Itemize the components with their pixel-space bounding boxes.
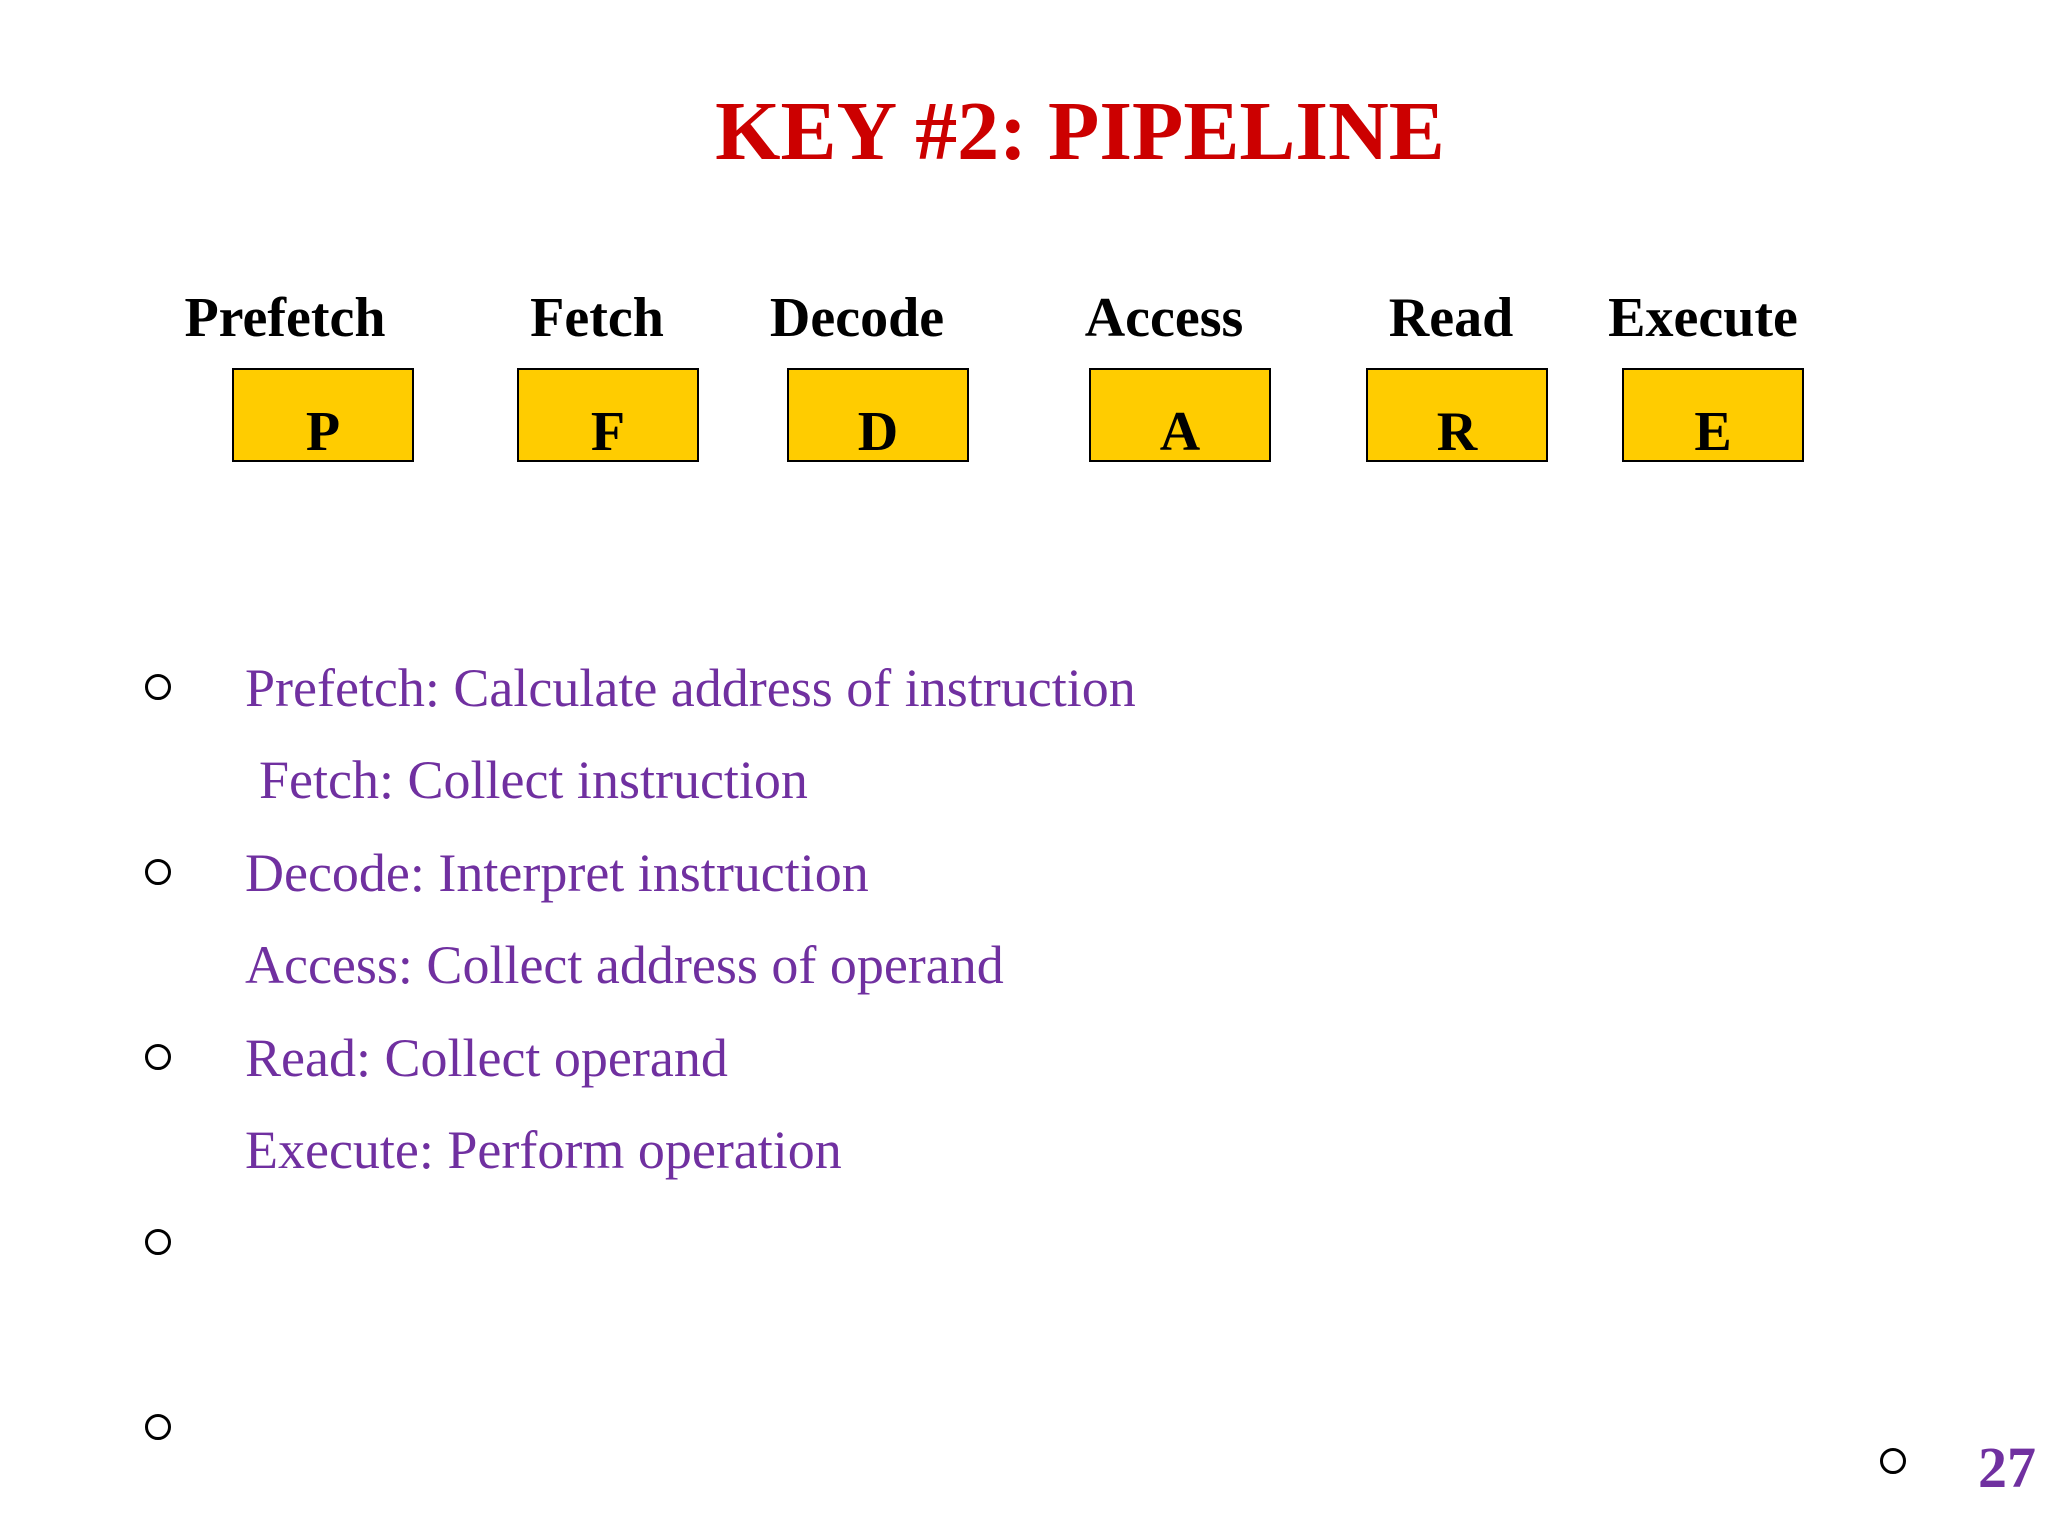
description-read: Read: Collect operand xyxy=(245,1028,728,1088)
stage-label-execute: Execute xyxy=(1608,287,1798,349)
bullet-marker xyxy=(145,1414,171,1440)
stage-label-read: Read xyxy=(1388,287,1514,349)
bullet-marker xyxy=(145,859,171,885)
description-prefetch: Prefetch: Calculate address of instruction xyxy=(245,658,1136,718)
bullet-marker xyxy=(1880,1448,1906,1474)
slide-title: KEY #2: PIPELINE xyxy=(715,85,1445,178)
stage-label-prefetch: Prefetch xyxy=(184,287,386,349)
stage-label-decode: Decode xyxy=(769,287,945,349)
stage-box-d: D xyxy=(787,368,969,462)
stage-box-e: E xyxy=(1622,368,1804,462)
bullet-marker xyxy=(145,1044,171,1070)
stage-label-fetch: Fetch xyxy=(530,287,664,349)
stage-box-r: R xyxy=(1366,368,1548,462)
stage-box-a: A xyxy=(1089,368,1271,462)
description-decode: Decode: Interpret instruction xyxy=(245,843,869,903)
description-access: Access: Collect address of operand xyxy=(245,935,1004,995)
stage-box-p: P xyxy=(232,368,414,462)
description-fetch: Fetch: Collect instruction xyxy=(259,750,808,810)
description-execute: Execute: Perform operation xyxy=(245,1120,842,1180)
stage-label-access: Access xyxy=(1084,287,1244,349)
stage-box-f: F xyxy=(517,368,699,462)
bullet-marker xyxy=(145,1229,171,1255)
bullet-marker xyxy=(145,674,171,700)
page-number: 27 xyxy=(1978,1435,2036,1500)
